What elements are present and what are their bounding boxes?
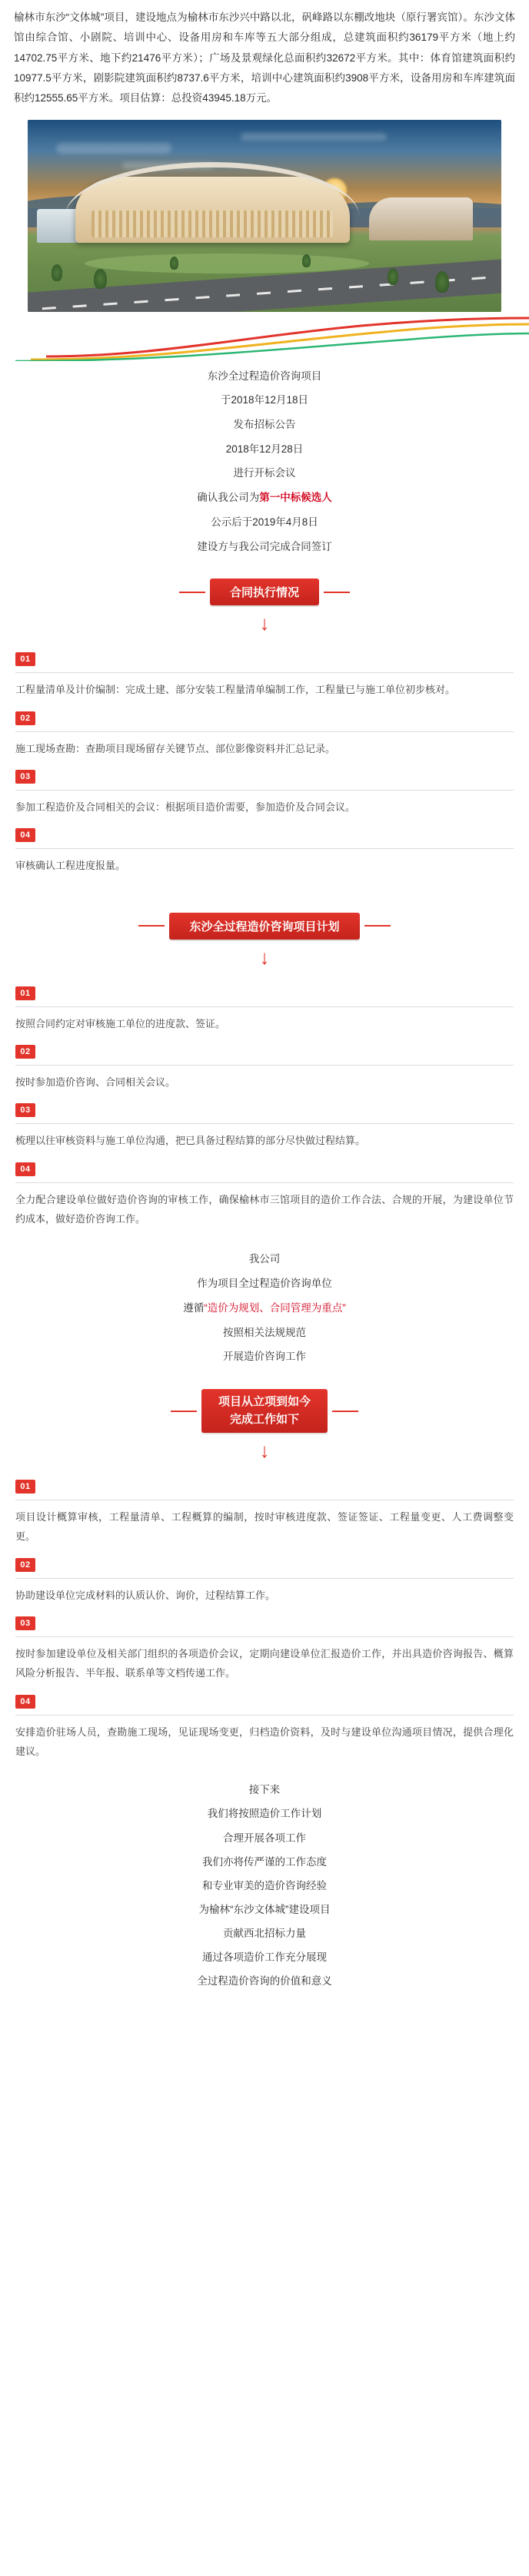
tree [302,254,311,267]
list-item [15,1151,514,1229]
item-text: 安排造价驻场人员，查勘施工现场，见证现场变更，归档造价资料，及时与建设单位沟通项目情况，提供合理化建议。 [15,1726,514,1758]
cloud-shape [56,143,171,154]
closing-line: 合理开展各项工作 [223,1832,306,1844]
lawn-area [85,254,369,274]
statement-emphasis: “造价为规划、合同管理为重点” [204,1301,346,1314]
item-text: 工程量清单及计价编制：完成土建、部分安装工程量清单编制工作，工程量已与施工单位初步核对。 [15,684,456,696]
item-number-badge: 02 [15,1045,35,1059]
section-3-heading-label [201,1389,328,1433]
tree [52,264,62,281]
closing-line: 贡献西北招标力量 [223,1927,306,1939]
statement-line: 开展造价咨询工作 [223,1351,306,1363]
tree [170,257,178,270]
list-item [15,1547,514,1605]
item-text: 施工现场查勘：查勘项目现场留存关键节点、部位影像资料并汇总记录。 [15,742,336,754]
closing-line: 为榆林“东沙文体城”建设项目 [198,1903,331,1915]
item-number-badge: 02 [15,711,35,725]
ribbon-divider [0,317,529,361]
statement-line: 2018年12月28日 [225,443,304,455]
section-3-heading [0,1389,529,1433]
section-2-arrow [0,947,529,967]
list-item [15,975,514,1033]
item-text: 按照合同约定对审核施工单位的进度款、签证。 [15,1017,226,1029]
closing-line: 和专业审美的造价咨询经验 [202,1879,327,1891]
statement-line: 按照相关法规规范 [223,1326,306,1338]
item-divider [15,790,514,791]
list-item [15,1092,514,1150]
item-divider [15,672,514,673]
statement-line: 于2018年12月18日 [220,394,309,406]
item-number-badge: 01 [15,986,35,1000]
intro-paragraph: 榆林市东沙“文体城”项目，建设地点为榆林市东沙兴中路以北，矾峰路以东棚改地块（原行署宾馆）。东沙文体馆由综合馆、小剧院、培训中心、设备用房和车库等五大部分组成，总建筑面积约36179平方米（地上约14702.75平方米、地下约21476平方米）；广场及景观绿化总面积约32672平方米。其中：体育馆建筑面积约10977.5平方米，剧影院建筑面积约8737.6平方米，培训中心建筑面积约3908平方米，设备用房和车库建筑面积约12555.65平方米。项目估算：总投资43945.18万元。 [14,12,515,104]
statement-block [0,361,529,559]
item-number-badge: 03 [15,1103,35,1117]
arrow-down-icon: ↓ [259,612,270,635]
arrow-down-icon: ↓ [259,945,270,969]
statement-line: 进行开标会议 [233,467,296,479]
statement-emphasis: 第一中标候选人 [259,492,332,504]
tree [388,268,398,285]
section-2-list [0,972,529,1229]
closing-block [0,1761,529,2018]
list-item [15,1605,514,1683]
item-text: 按时参加造价咨询、合同相关会议。 [15,1076,176,1089]
closing-line: 我们亦将传严谨的工作态度 [202,1855,327,1868]
item-text: 项目设计概算审核，工程量清单、工程概算的编制，按时审核进度款、签证签证、工程量变更、人工费调整变更。 [15,1511,514,1543]
list-item [15,641,514,699]
item-divider [15,1123,514,1124]
section-1-heading-label: 合同执行情况 [210,579,319,605]
item-number-badge: 04 [15,828,35,842]
section-2-heading-label: 东沙全过程造价咨询项目计划 [169,913,359,940]
item-divider [15,1636,514,1637]
arrow-down-icon: ↓ [259,1439,270,1462]
closing-line: 我们将按照造价工作计划 [207,1808,322,1820]
item-text: 审核确认工程进度报量。 [15,860,126,872]
list-item [15,1683,514,1762]
item-number-badge: 01 [15,652,35,666]
item-number-badge: 04 [15,1695,35,1709]
item-divider [15,1715,514,1716]
hero-image-wrap [0,112,529,312]
statement-line: 建设方与我公司完成合同签订 [197,540,332,552]
item-text: 全力配合建设单位做好造价咨询的审核工作，确保榆林市三馆项目的造价工作合法、合规的开展，为建设单位节约成本，做好造价咨询工作。 [15,1193,514,1225]
item-number-badge: 01 [15,1480,35,1494]
list-item [15,758,514,817]
statement-prefix: 确认我公司为 [197,492,260,504]
list-item [15,1033,514,1092]
item-text: 梳理以往审核资料与施工单位沟通，把已具备过程结算的部分尽快做过程结算。 [15,1135,366,1147]
middle-statement-block [0,1228,529,1369]
item-divider [15,1182,514,1183]
statement-prefix: 遵循 [183,1301,205,1314]
statement-line: 东沙全过程造价咨询项目 [207,370,322,382]
item-text: 按时参加建设单位及相关部门组织的各项造价会议，定期向建设单位汇报造价工作，并出具造价咨询报告、概算风险分析报告、半年报、联系单等文档传递工作。 [15,1648,514,1679]
list-item [15,700,514,758]
statement-line: 发布招标公告 [233,419,296,430]
section-3-list [0,1465,529,1761]
tree [94,269,107,289]
theater-building [369,197,474,240]
item-divider [15,1578,514,1579]
statement-line: 公示后于2019年4月8日 [211,516,318,528]
statement-line: 作为项目全过程造价咨询单位 [197,1278,332,1290]
statement-line: 我公司 [248,1253,281,1265]
item-text: 协助建设单位完成材料的认质认价、询价，过程结算工作。 [15,1589,276,1601]
cloud-shape [241,133,387,141]
project-rendering-image [28,120,501,312]
item-divider [15,1065,514,1066]
section-3-arrow [0,1441,529,1460]
statement-line-highlight [15,1296,514,1321]
section-2-heading [0,913,529,940]
item-divider [15,731,514,732]
item-number-badge: 03 [15,770,35,784]
item-divider [15,848,514,849]
section-1-arrow [0,613,529,633]
list-item [15,817,514,875]
closing-line: 接下来 [248,1784,281,1796]
tree [435,271,449,293]
item-text: 参加工程造价及合同相关的会议：根据项目造价需要，参加造价及合同会议。 [15,801,356,813]
item-number-badge: 03 [15,1616,35,1630]
statement-line-highlight [15,486,514,510]
item-number-badge: 02 [15,1558,35,1572]
section-3-heading-line2: 完成工作如下 [229,1412,299,1426]
closing-line: 全过程造价咨询的价值和意义 [197,1974,332,1987]
item-divider [15,1006,514,1007]
closing-line: 通过各项造价工作充分展现 [202,1951,327,1963]
item-number-badge: 04 [15,1162,35,1176]
section-3-heading-line1: 项目从立项到如今 [218,1395,311,1408]
section-1-heading [0,579,529,605]
section-1-list [0,638,529,875]
list-item [15,1468,514,1547]
